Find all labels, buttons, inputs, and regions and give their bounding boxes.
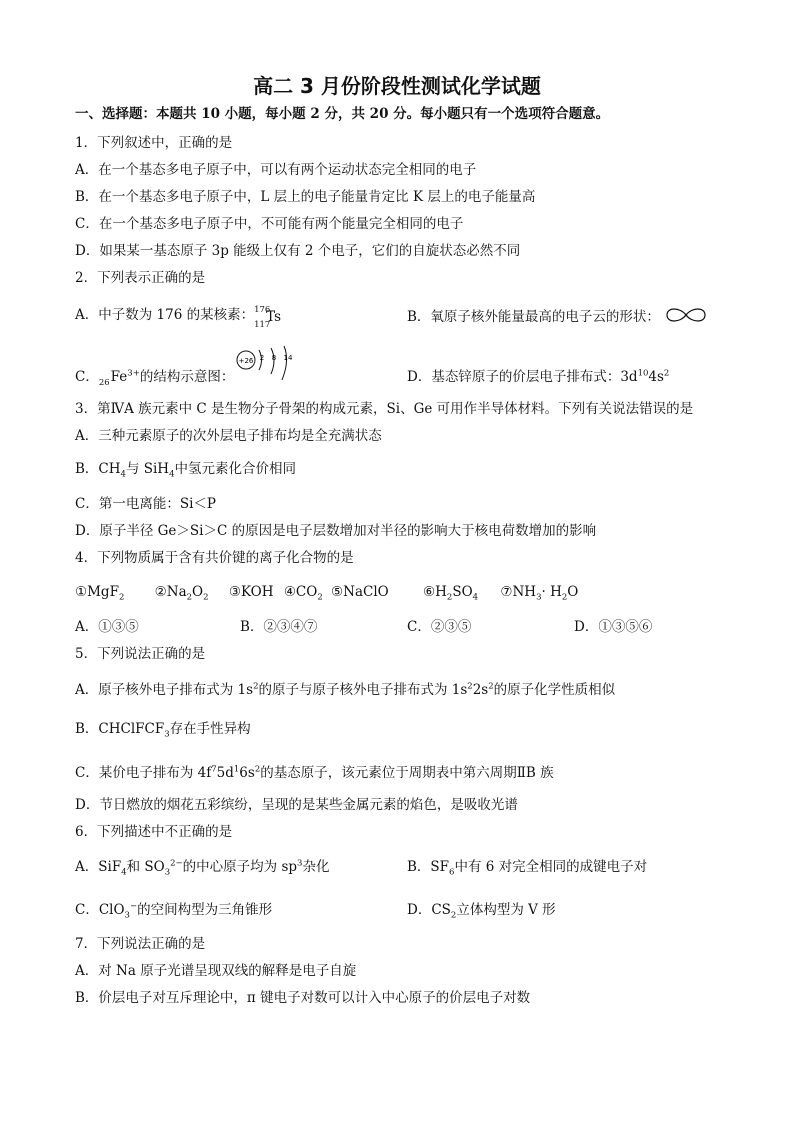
fe-charge: 3+: [127, 368, 140, 379]
q5-c-sup3: 2: [254, 764, 261, 775]
q1-option-d: D．如果某一基态原子 3p 能级上仅有 2 个电子，它们的自旋状态必然不同: [75, 243, 521, 259]
substance-2-sub1: 2: [186, 592, 193, 603]
q4-option-c: C．②③⑤: [407, 619, 472, 635]
q2-d-text: D．基态锌原子的价层电子排布式：: [407, 369, 621, 385]
substance-1: ①MgF: [75, 584, 119, 600]
q6-d-1: D．CS: [407, 902, 451, 918]
q3-b-post: 中氢元素化合价相同: [174, 461, 297, 477]
q5-c-sup1: 7: [211, 764, 217, 775]
q5-option-c: [75, 764, 554, 782]
q6-a-sub2: 3: [164, 867, 171, 878]
q4-option-b: B．②③④⑦: [240, 619, 318, 635]
q5-stem: 5．下列说法正确的是: [75, 646, 206, 662]
q3-b-sub2: 4: [169, 469, 175, 480]
substance-7-sub1: 3: [536, 592, 542, 603]
q1-stem: 1．下列叙述中，正确的是: [75, 135, 233, 151]
q7-option-b: B．价层电子对互斥理论中，π 键电子对数可以计入中心原子的价层电子对数: [75, 990, 531, 1006]
q6-b-2: 中有 6 对完全相同的成键电子对: [454, 859, 648, 875]
q2-option-a: [75, 304, 284, 330]
fe-symbol: Fe: [110, 369, 128, 385]
q4-substances: [75, 583, 578, 601]
substance-4: ④CO: [283, 584, 318, 600]
q6-a-sup2: 2−: [170, 858, 183, 869]
q5-a-1: A．原子核外电子排布式为 1s: [75, 682, 254, 698]
zn-config-sup2: 2: [663, 368, 670, 379]
shell-1-count: 2: [259, 354, 265, 362]
q4-option-d: D．①③⑤⑥: [574, 619, 653, 635]
q6-a-sub1: 4: [121, 867, 127, 878]
q7-stem: 7．下列说法正确的是: [75, 936, 206, 952]
q6-b-sub: 6: [449, 867, 455, 878]
substance-2-mid: O: [192, 584, 204, 600]
substance-3: ③KOH: [228, 584, 274, 600]
atomic-structure-diagram: [232, 342, 296, 384]
q6-a-sup3: 3: [297, 858, 303, 869]
substance-5: ⑤NaClO: [331, 584, 389, 600]
q5-a-2: 的原子与原子核外电子排布式为 1s: [258, 682, 468, 698]
substance-6-sub2: 4: [472, 592, 479, 603]
q3-b-pre: B．CH: [75, 461, 121, 477]
substance-2-sub2: 2: [203, 592, 209, 603]
page-title: 高二 3 月份阶段性测试化学试题: [253, 74, 541, 98]
q5-option-d: D．节日燃放的烟花五彩缤纷，呈现的是某些金属元素的焰色，是吸收光谱: [75, 797, 518, 813]
q6-a-4: 杂化: [302, 859, 330, 875]
q5-b-2: 存在手性异构: [169, 721, 251, 737]
q3-option-d: D．原子半径 Ge＞Si＞C 的原因是电子层数增加对半径的影响大于核电荷数增加的影响: [75, 523, 597, 539]
q3-option-c: C．第一电离能：Si＜P: [75, 496, 216, 512]
q5-option-b: [75, 720, 251, 738]
q5-a-4: 的原子化学性质相似: [493, 682, 616, 698]
substance-6-mid: SO: [452, 584, 473, 600]
substance-6: ⑥H: [423, 584, 447, 600]
q5-a-sup1: 2: [253, 681, 259, 692]
fe-atomic-number: 26: [98, 378, 110, 388]
q7-option-a: A．对 Na 原子光谱呈现双线的解释是电子自旋: [75, 963, 357, 979]
q4-option-a: A．①③⑤: [75, 619, 139, 635]
shell-2-count: 8: [271, 354, 277, 362]
q3-b-sub1: 4: [120, 469, 126, 480]
substance-6-sub1: 2: [446, 592, 453, 603]
atomic-number: 117: [254, 319, 271, 330]
substance-7-mid: · H: [541, 584, 562, 600]
substance-4-sub: 2: [317, 592, 323, 603]
q6-d-2: 立体构型为 V 形: [456, 902, 556, 918]
q5-c-2: 5d: [216, 765, 234, 781]
q6-option-a: [75, 858, 329, 876]
q5-a-3: 2s: [472, 682, 489, 698]
q3-option-b: [75, 460, 296, 478]
q6-c-sub: 3: [124, 910, 130, 921]
dumbbell-orbital-icon: [664, 306, 708, 324]
q5-c-4: 的基态原子，该元素位于周期表中第六周期ⅡB 族: [260, 765, 554, 781]
substance-1-sub: 2: [118, 592, 125, 603]
q3-b-mid: 与 SiH: [125, 461, 170, 477]
q6-stem: 6．下列描述中不正确的是: [75, 824, 233, 840]
q1-option-a: A．在一个基态多电子原子中，可以有两个运动状态完全相同的电子: [75, 162, 477, 178]
q6-c-2: 的空间构型为三角锥形: [137, 902, 273, 918]
q6-d-sub: 2: [450, 910, 457, 921]
shell-3-count: 14: [283, 354, 293, 362]
section-heading: 一、选择题：本题共 10 小题，每小题 2 分，共 20 分。每小题只有一个选项符合题意。: [75, 106, 610, 122]
substance-7: ⑦NH: [500, 584, 537, 600]
q6-a-1: A．SiF: [75, 859, 122, 875]
q5-c-3: 6s: [239, 765, 255, 781]
q2-stem: 2．下列表示正确的是: [75, 270, 206, 286]
q3-stem: 3．第ⅣA 族元素中 C 是生物分子骨架的构成元素，Si、Ge 可用作半导体材料。下列有关说法错误的是: [75, 401, 694, 417]
q2-c-label: C．: [75, 369, 99, 385]
q2-b-text: B．氧原子核外能量最高的电子云的形状：: [407, 309, 660, 325]
q2-option-d: [407, 368, 669, 386]
q6-b-1: B．SF: [407, 859, 450, 875]
q2-c-text: 的结构示意图：: [139, 369, 235, 385]
q6-a-2: 和 SO: [126, 859, 165, 875]
q2-a-text: A．中子数为 176 的某核素：: [75, 307, 255, 323]
q2-option-c: [75, 368, 234, 388]
q1-option-c: C．在一个基态多电子原子中，不可能有两个能量完全相同的电子: [75, 216, 464, 232]
q5-b-1: B．CHClFCF: [75, 721, 165, 737]
q1-option-b: B．在一个基态多电子原子中，L 层上的电子能量肯定比 K 层上的电子能量高: [75, 189, 536, 205]
q6-a-3: 的中心原子均为 sp: [182, 859, 298, 875]
q2-option-b: [407, 306, 708, 326]
q5-c-sup2: 1: [233, 764, 240, 775]
q5-c-1: C．某价电子排布为 4f: [75, 765, 212, 781]
q4-stem: 4．下列物质属于含有共价键的离子化合物的是: [75, 550, 354, 566]
substance-7-sub2: 2: [561, 592, 568, 603]
mass-number: 176: [254, 304, 271, 315]
q5-option-a: [75, 681, 615, 699]
substance-7-end: O: [567, 584, 579, 600]
substance-2: ②Na: [154, 584, 187, 600]
nuclide-notation: [254, 304, 284, 330]
q6-c-sup: −: [129, 901, 138, 912]
q6-option-b: [407, 858, 647, 876]
zn-config-3d: 3d: [620, 369, 638, 385]
zn-config-4s: 4s: [648, 369, 664, 385]
q6-option-d: [407, 901, 556, 919]
q6-option-c: [75, 901, 272, 919]
q5-b-sub: 3: [164, 729, 170, 740]
element-symbol: Ts: [266, 308, 282, 325]
q3-option-a: A．三种元素原子的次外层电子排布均是全充满状态: [75, 428, 382, 444]
q5-a-sup3: 2: [488, 681, 494, 692]
q5-a-sup2: 2: [467, 681, 473, 692]
nucleus-charge: +26: [238, 357, 254, 365]
zn-config-sup1: 10: [637, 368, 649, 379]
q6-c-1: C．ClO: [75, 902, 125, 918]
